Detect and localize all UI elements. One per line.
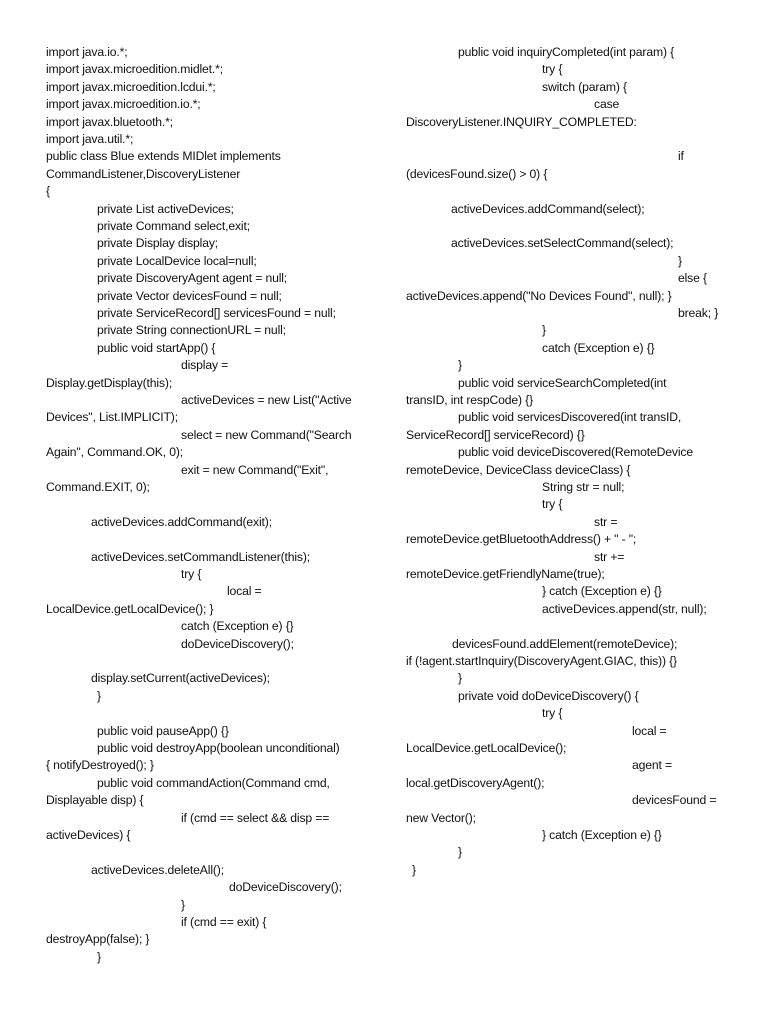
code-line: exit = new Command("Exit", [181, 462, 329, 477]
code-line: transID, int respCode) {} [406, 393, 533, 407]
code-line: DiscoveryListener.INQUIRY_COMPLETED: [406, 114, 637, 129]
code-line: new Vector(); [406, 810, 476, 825]
code-line: import java.util.*; [46, 132, 134, 146]
code-line: public void servicesDiscovered(int transID, [458, 410, 682, 425]
code-line: activeDevices.setSelectCommand(select); [451, 236, 674, 251]
code-line: private void doDeviceDiscovery() { [458, 688, 639, 703]
code-line: public void destroyApp(boolean unconditional) [97, 741, 340, 755]
code-line: activeDevices.addCommand(select); [451, 201, 645, 216]
code-line: activeDevices = new List("Active [181, 393, 352, 407]
code-line: catch (Exception e) {} [542, 340, 655, 355]
code-line: doDeviceDiscovery(); [181, 636, 294, 651]
code-line: doDeviceDiscovery(); [229, 880, 342, 895]
code-line: if (cmd == exit) { [181, 915, 267, 929]
code-line: if (!agent.startInquiry(DiscoveryAgent.GIAC, this)) {} [406, 654, 677, 668]
code-line: Again", Command.OK, 0); [46, 445, 184, 460]
code-line: catch (Exception e) {} [181, 619, 294, 634]
code-line: case [594, 97, 620, 112]
code-line: destroyApp(false); } [46, 932, 150, 947]
code-line: activeDevices.deleteAll(); [91, 862, 224, 877]
code-line: display.setCurrent(activeDevices); [91, 671, 270, 686]
code-line: CommandListener,DiscoveryListener [46, 166, 241, 181]
code-line: } [542, 323, 546, 338]
code-line: try { [542, 62, 563, 77]
code-line: private List activeDevices; [97, 201, 234, 216]
code-line: LocalDevice.getLocalDevice(); [406, 741, 567, 755]
code-line: import java.io.*; [46, 45, 128, 59]
code-line: private DiscoveryAgent agent = null; [97, 271, 288, 286]
code-line: devicesFound = [632, 793, 717, 808]
code-line: } [458, 358, 462, 373]
code-line: devicesFound.addElement(remoteDevice); [452, 636, 678, 651]
code-line: } [412, 862, 416, 877]
code-line: activeDevices.append("No Devices Found", null); } [406, 288, 672, 303]
code-line: agent = [632, 758, 672, 773]
code-line: public class Blue extends MIDlet implements [46, 149, 281, 164]
code-line: switch (param) { [542, 79, 627, 94]
code-line: try { [181, 567, 202, 581]
code-line: str = [594, 514, 618, 529]
code-line: private Vector devicesFound = null; [97, 288, 282, 303]
code-line: local.getDiscoveryAgent(); [406, 775, 545, 790]
code-line: Display.getDisplay(this); [46, 375, 173, 390]
code-line: ServiceRecord[] serviceRecord) {} [406, 427, 585, 442]
code-line: break; } [678, 306, 719, 320]
code-line: public void startApp() { [97, 340, 216, 355]
code-line: if [678, 149, 684, 164]
code-line: } catch (Exception e) {} [542, 584, 662, 599]
code-line: } [181, 897, 185, 912]
code-line: str += [594, 549, 625, 564]
code-line: activeDevices.addCommand(exit); [91, 514, 272, 529]
code-line: activeDevices.setCommandListener(this); [91, 549, 311, 564]
code-line: remoteDevice, DeviceClass deviceClass) { [406, 462, 631, 477]
code-line: { notifyDestroyed(); } [46, 758, 154, 773]
code-line: activeDevices.append(str, null); [542, 601, 707, 616]
code-line: public void commandAction(Command cmd, [97, 775, 330, 790]
code-line: import javax.bluetooth.*; [46, 114, 173, 129]
code-line: local = [632, 723, 667, 738]
code-line: else { [678, 271, 707, 286]
code-line: } catch (Exception e) {} [542, 828, 662, 842]
code-line: public void pauseApp() {} [97, 723, 229, 738]
code-line: try { [542, 706, 563, 721]
code-line: } [458, 845, 462, 860]
code-line: (devicesFound.size() > 0) { [406, 166, 548, 181]
code-line: } [97, 949, 101, 964]
code-line: LocalDevice.getLocalDevice(); } [46, 601, 214, 616]
code-line: remoteDevice.getBluetoothAddress() + " - "; [406, 532, 637, 547]
code-line: if (cmd == select && disp == [181, 810, 330, 825]
code-line: String str = null; [542, 480, 625, 494]
code-line: import javax.microedition.io.*; [46, 97, 201, 112]
code-line: import javax.microedition.lcdui.*; [46, 79, 216, 94]
code-line: private LocalDevice local=null; [97, 253, 257, 268]
code-line: display = [181, 358, 229, 373]
code-line: remoteDevice.getFriendlyName(true); [406, 567, 605, 581]
code-line: public void deviceDiscovered(RemoteDevice [458, 445, 693, 460]
code-line: } [678, 253, 682, 268]
code-line: } [458, 671, 462, 686]
code-line: private ServiceRecord[] servicesFound = null; [97, 306, 336, 320]
code-line: public void serviceSearchCompleted(int [458, 375, 667, 390]
code-line: private Command select,exit; [97, 219, 250, 233]
code-line: import javax.microedition.midlet.*; [46, 62, 223, 77]
code-line: select = new Command("Search [181, 427, 352, 442]
code-line: local = [227, 584, 262, 599]
code-line: } [97, 688, 101, 703]
code-line: Devices", List.IMPLICIT); [46, 410, 178, 425]
code-line: private Display display; [97, 236, 219, 251]
code-line: Command.EXIT, 0); [46, 480, 150, 494]
code-line: { [46, 184, 50, 199]
code-line: private String connectionURL = null; [97, 323, 286, 338]
code-line: Displayable disp) { [46, 793, 144, 808]
code-line: public void inquiryCompleted(int param) { [458, 45, 675, 59]
code-line: try { [542, 497, 563, 512]
code-line: activeDevices) { [46, 828, 131, 842]
